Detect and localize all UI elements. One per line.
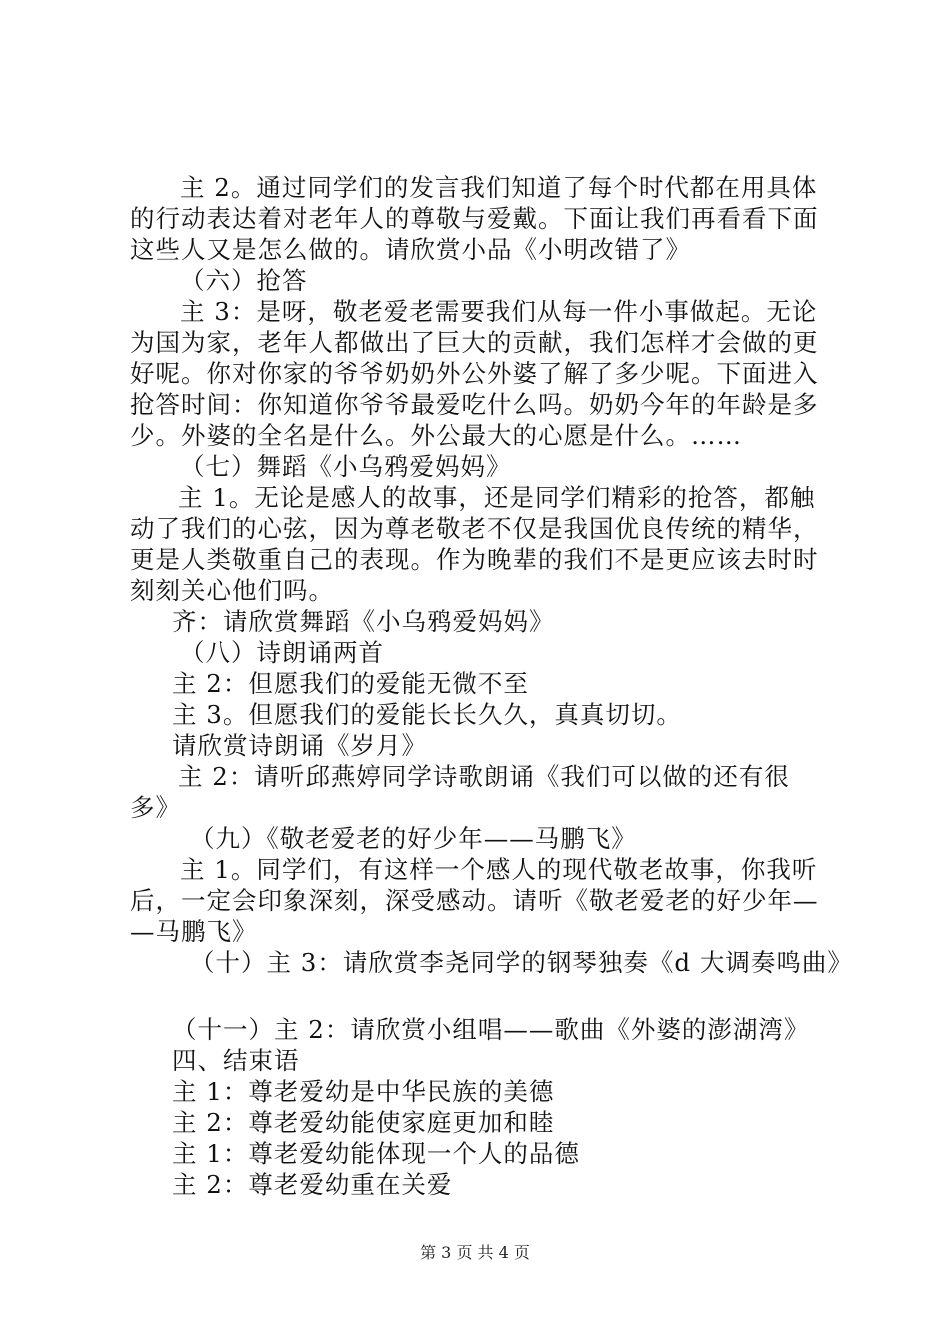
paragraph-line: 齐：请欣赏舞蹈《小乌鸦爱妈妈》 xyxy=(172,607,555,636)
paragraph-line: 主 1。无论是感人的故事，还是同学们精彩的抢答，都触 xyxy=(178,483,816,512)
paragraph-line: 主 1：尊老爱幼能体现一个人的品德 xyxy=(172,1139,580,1168)
paragraph-line: 主 1。同学们，有这样一个感人的现代敬老故事，你我听 xyxy=(180,855,818,884)
section-heading: （十一）主 2：请欣赏小组唱——歌曲《外婆的澎湖湾》 xyxy=(172,1015,810,1044)
paragraph-line: 主 3。但愿我们的爱能长长久久，真真切切。 xyxy=(172,700,682,729)
paragraph-line: 更是人类敬重自己的表现。作为晚辈的我们不是更应该去时时 xyxy=(130,545,819,574)
paragraph-line: —马鹏飞》 xyxy=(130,917,258,946)
paragraph-line: 后，一定会印象深刻，深受感动。请听《敬老爱老的好少年— xyxy=(130,886,819,915)
paragraph-line: 主 2：尊老爱幼能使家庭更加和睦 xyxy=(172,1108,555,1137)
blank-line xyxy=(130,978,830,1014)
paragraph-line: 多》 xyxy=(130,793,181,822)
paragraph-line: 抢答时间：你知道你爷爷最爱吃什么吗。奶奶今年的年龄是多 xyxy=(130,390,819,419)
paragraph-line: 主 2。通过同学们的发言我们知道了每个时代都在用具体 xyxy=(180,173,818,202)
paragraph-line: 为国为家，老年人都做出了巨大的贡献，我们怎样才会做的更 xyxy=(130,328,819,357)
paragraph-line: 主 1：尊老爱幼是中华民族的美德 xyxy=(172,1077,555,1106)
document-body xyxy=(130,172,853,1200)
paragraph-line: 好呢。你对你家的爷爷奶奶外公外婆了解了多少呢。下面进入 xyxy=(130,359,819,388)
paragraph-line: 动了我们的心弦，因为尊老敬老不仅是我国优良传统的精华， xyxy=(130,514,819,543)
paragraph-line: 请欣赏诗朗诵《岁月》 xyxy=(172,731,427,760)
section-heading: （六）抢答 xyxy=(180,266,308,295)
paragraph-line: 主 2：尊老爱幼重在关爱 xyxy=(172,1170,453,1199)
section-heading: （十）主 3：请欣赏李尧同学的钢琴独奏《d 大调奏鸣曲》 xyxy=(190,948,853,977)
paragraph-line: 刻刻关心他们吗。 xyxy=(130,576,334,605)
paragraph-line: 主 2：请听邱燕婷同学诗歌朗诵《我们可以做的还有很 xyxy=(178,762,790,791)
paragraph-line: 主 2：但愿我们的爱能无微不至 xyxy=(172,669,529,698)
section-heading: 四、结束语 xyxy=(172,1046,300,1075)
paragraph-line: 少。外婆的全名是什么。外公最大的心愿是什么。…… xyxy=(130,421,742,450)
section-heading: （八）诗朗诵两首 xyxy=(180,638,384,667)
section-heading: （七）舞蹈《小乌鸦爱妈妈》 xyxy=(180,452,512,481)
page-footer: 第 3 页 共 4 页 xyxy=(420,1243,530,1262)
paragraph-line: 主 3：是呀，敬老爱老需要我们从每一件小事做起。无论 xyxy=(180,297,818,326)
paragraph-line: 这些人又是怎么做的。请欣赏小品《小明改错了》 xyxy=(130,235,691,264)
section-heading: （九）《敬老爱老的好少年——马鹏飞》 xyxy=(190,824,637,853)
paragraph-line: 的行动表达着对老年人的尊敬与爱戴。下面让我们再看看下面 xyxy=(130,204,819,233)
